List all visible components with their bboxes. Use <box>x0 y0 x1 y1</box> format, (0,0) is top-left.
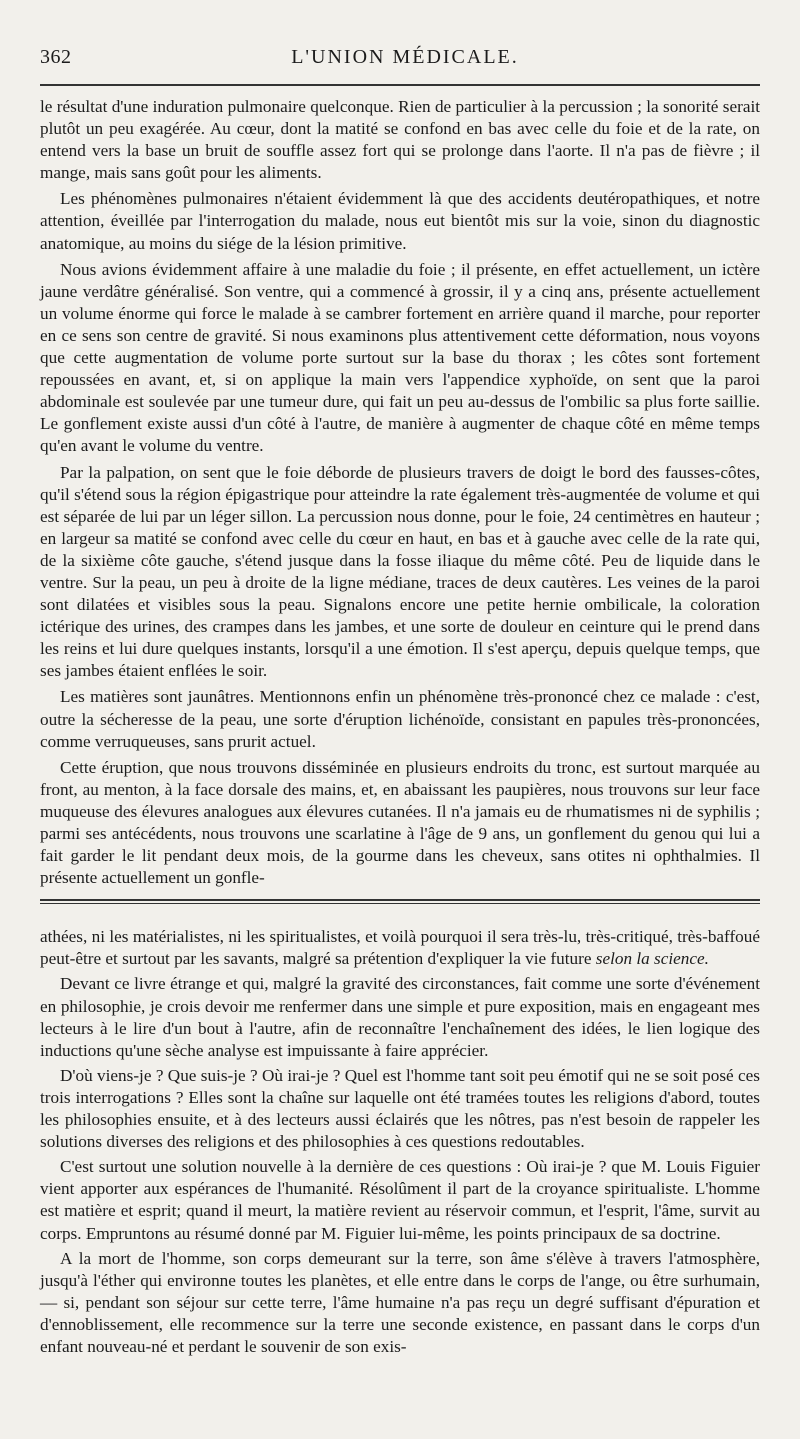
feuilleton-paragraph: D'où viens-je ? Que suis-je ? Où irai-je ? Quel est l'homme tant soit peu émotif qui ne se soit posé ces trois interrogations ? Elles sont la chaîne sur laquelle ont été tramées toutes les religions d'abord, toutes les philosophies ensuite, et à des lecteurs aussi éclairés que les nôtres, pas n'est besoin de rappeler les solutions diverses des religions et des philosophies à ces questions redoutables. <box>40 1065 760 1152</box>
feuilleton-paragraph <box>40 926 760 970</box>
main-paragraph: Par la palpation, on sent que le foie déborde de plusieurs travers de doigt le bord des fausses-côtes, qu'il s'étend sous la région épigastrique pour atteindre la rate également très-augmentée de volume et qui est séparée de lui par un léger sillon. La percussion nous donne, pour le foie, 24 centimètres en hauteur ; en largeur sa matité se confond avec celle du cœur en haut, en bas et à gauche avec celle de la rate qui, de la sixième côte gauche, s'étend jusque dans la fosse iliaque du même côté. Peu de liquide dans le ventre. Sur la peau, un peu à droite de la ligne médiane, traces de deux cautères. Les veines de la paroi sont dilatées et visibles sous la peau. Signalons encore une petite hernie ombilicale, la coloration ictérique des urines, des crampes dans les jambes, et une sorte de douleur en ceinture qui le prend dans les reins et lui dure quelques instants, lorsqu'il a une émotion. Il s'est aperçu, depuis quelque temps, que ses jambes étaient enflées le soir. <box>40 462 760 681</box>
main-paragraph: Les phénomènes pulmonaires n'étaient évidemment là que des accidents deutéropathiques, et notre attention, éveillée par l'interrogation du malade, nous eut bientôt mis sur la voie, sinon du diagnostic anatomique, au moins du siége de la lésion primitive. <box>40 189 760 253</box>
running-head: L'UNION MÉDICALE. <box>291 46 519 68</box>
feuilleton-article <box>40 926 760 1358</box>
feuilleton-separator <box>40 899 760 904</box>
italic-phrase: selon la science. <box>595 949 709 969</box>
feuilleton-paragraph: A la mort de l'homme, son corps demeurant sur la terre, son âme s'élève à travers l'atmosphère, jusqu'à l'éther qui environne toutes les planètes, et elle entre dans le corps de l'ange, ou être surhumain, — si, pendant son séjour sur cette terre, l'âme humaine n'a pas reçu un degré suffisant d'épuration et d'ennoblissement, elle recommence sur la terre une seconde existence, en passant dans le corps d'un enfant nouveau-né et perdant le souvenir de son exis- <box>40 1248 760 1356</box>
main-paragraph: Nous avions évidemment affaire à une maladie du foie ; il présente, en effet actuellement, un ictère jaune verdâtre généralisé. Son ventre, qui a commencé à grossir, il y a cinq ans, présente actuellement un volume énorme qui force le malade à se cambrer fortement en arrière quand il marche, pour reporter en ce sens son centre de gravité. Si nous examinons plus attentivement cette déformation, nous voyons que cette augmentation de volume porte surtout sur la base du thorax ; les côtes sont fortement repoussées en avant, et, si on applique la main vers l'appendice xyphoïde, on sent que la paroi abdominale est soulevée par une tumeur dure, qui fait un peu au-dessus de l'ombilic sa plus forte saillie. Le gonflement existe aussi d'un côté à l'autre, de manière à augmenter de chaque côté en même temps qu'en avant le volume du ventre. <box>40 259 760 456</box>
main-paragraph: Les matières sont jaunâtres. Mentionnons enfin un phénomène très-prononcé chez ce malade : c'est, outre la sécheresse de la peau, une sorte d'éruption lichénoïde, consistant en papules très-prononcées, comme verruqueuses, sans prurit actuel. <box>40 687 760 751</box>
page-header <box>40 40 760 84</box>
feuilleton-paragraph: Devant ce livre étrange et qui, malgré la gravité des circonstances, fait comme une sorte d'événement en philosophie, je crois devoir me renfermer dans une simple et pure exposition, mais en engageant mes lecteurs à le lire d'un bout à l'autre, afin de reconnaître l'enchaînement des idées, le lien logique des inductions qu'une sèche analyse est impuissante à faire apprécier. <box>40 974 760 1060</box>
feuilleton-text: athées, ni les matérialistes, ni les spiritualistes, et voilà pourquoi il sera très-lu, très-critiqué, très-baffoué peut-être et surtout par les savants, malgré sa prétention d'expliquer la vie future <box>40 927 760 969</box>
header-rule <box>40 84 760 86</box>
main-article <box>40 96 760 889</box>
main-paragraph: Cette éruption, que nous trouvons disséminée en plusieurs endroits du tronc, est surtout marquée au front, au menton, à la face dorsale des mains, et, en abaissant les paupières, nous trouvons sur leur face muqueuse des élevures analogues aux élevures cutanées. Il n'a jamais eu de rhumatismes ni de syphilis ; parmi ses antécédents, nous trouvons une scarlatine à l'âge de 9 ans, un gonflement du genou qui lui a fait garder le lit pendant deux mois, de la gourme dans les cheveux, sans otites ni ophthalmies. Il présente actuellement un gonfle- <box>40 757 760 888</box>
main-paragraph: le résultat d'une induration pulmonaire quelconque. Rien de particulier à la percussion ; la sonorité serait plutôt un peu exagérée. Au cœur, dont la matité se confond en bas avec celle du foie et de la rate, on entend vers la base un bruit de souffle assez fort qui se prolonge dans l'aorte. Il n'a pas de fièvre ; il mange, mais sans goût pour les aliments. <box>40 97 760 183</box>
feuilleton-paragraph: C'est surtout une solution nouvelle à la dernière de ces questions : Où irai-je ? que M. Louis Figuier vient apporter aux espérances de l'humanité. Résolûment il part de la croyance spiritualiste. L'homme est matière et esprit; quand il meurt, la matière revient au réservoir commun, et l'esprit, l'âme, survit au corps. Empruntons au résumé donné par M. Figuier lui-même, les points principaux de sa doctrine. <box>40 1157 760 1243</box>
page-number: 362 <box>40 46 72 68</box>
